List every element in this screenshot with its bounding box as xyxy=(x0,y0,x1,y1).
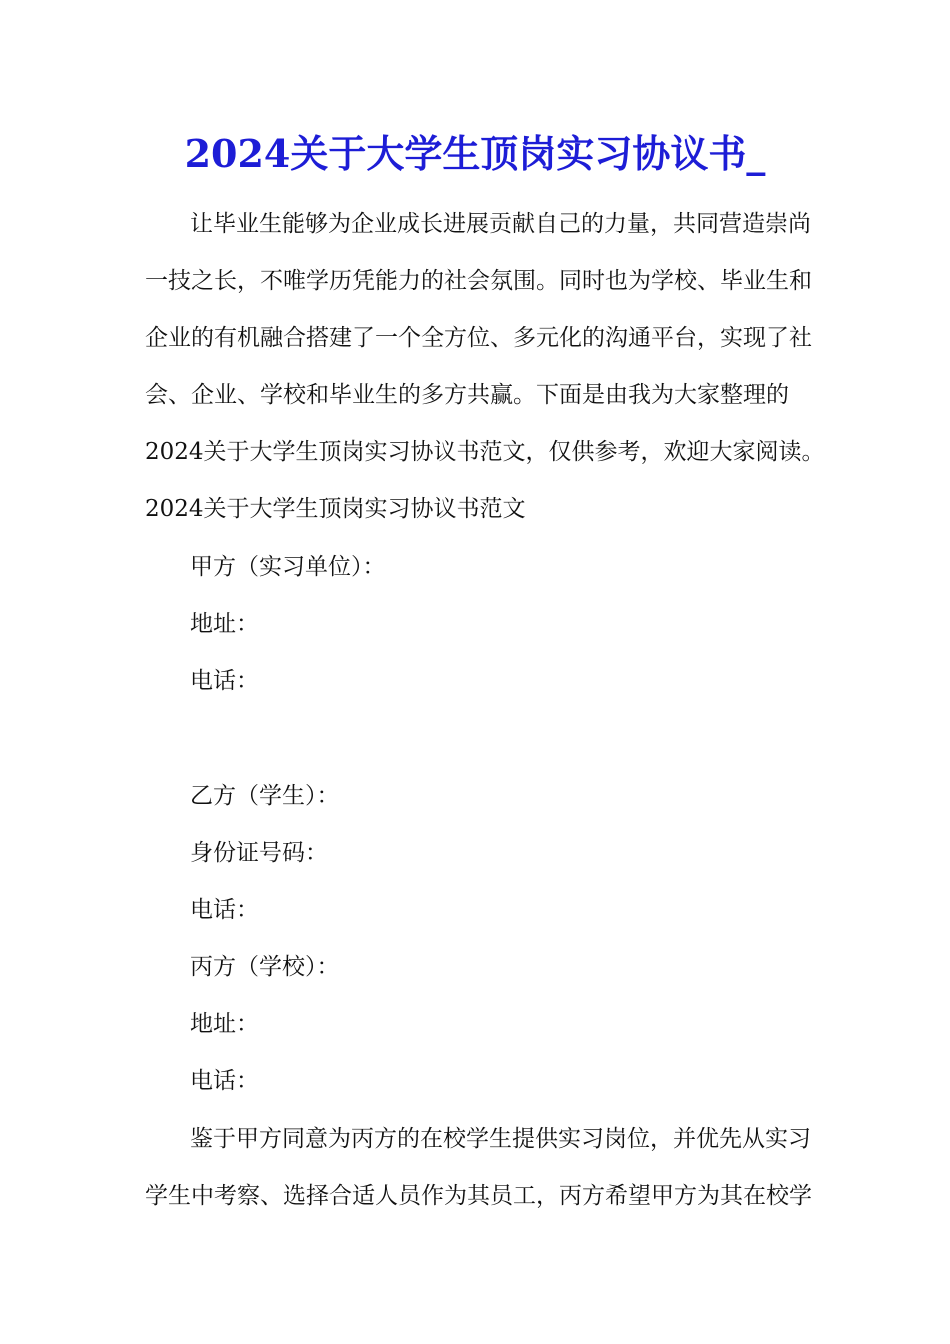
intro-line-1: 让毕业生能够为企业成长进展贡献自己的力量，共同营造崇尚 xyxy=(190,211,811,237)
party-a-phone: 电话： xyxy=(190,668,259,694)
intro-line-4: 会、企业、学校和毕业生的多方共赢。下面是由我为大家整理的 xyxy=(145,382,789,408)
section-subtitle: 2024关于大学生顶岗实习协议书范文 xyxy=(145,496,526,522)
document-title: 2024关于大学生顶岗实习协议书_ xyxy=(184,131,766,176)
body-line-2: 学生中考察、选择合适人员作为其员工，丙方希望甲方为其在校学 xyxy=(145,1183,812,1209)
party-c-address: 地址： xyxy=(190,1011,259,1037)
party-c-phone: 电话： xyxy=(190,1068,259,1094)
intro-line-3: 企业的有机融合搭建了一个全方位、多元化的沟通平台，实现了社 xyxy=(145,325,812,351)
party-c-label: 丙方（学校）： xyxy=(190,954,340,980)
party-b-phone: 电话： xyxy=(190,897,259,923)
intro-line-2: 一技之长，不唯学历凭能力的社会氛围。同时也为学校、毕业生和 xyxy=(145,268,812,294)
body-line-1: 鉴于甲方同意为丙方的在校学生提供实习岗位，并优先从实习 xyxy=(190,1126,811,1152)
party-a-label: 甲方（实习单位）： xyxy=(190,554,386,580)
intro-line-5: 2024关于大学生顶岗实习协议书范文，仅供参考，欢迎大家阅读。 xyxy=(145,439,825,465)
party-b-label: 乙方（学生）： xyxy=(190,783,340,809)
party-a-address: 地址： xyxy=(190,611,259,637)
party-b-id-number: 身份证号码： xyxy=(190,840,328,866)
